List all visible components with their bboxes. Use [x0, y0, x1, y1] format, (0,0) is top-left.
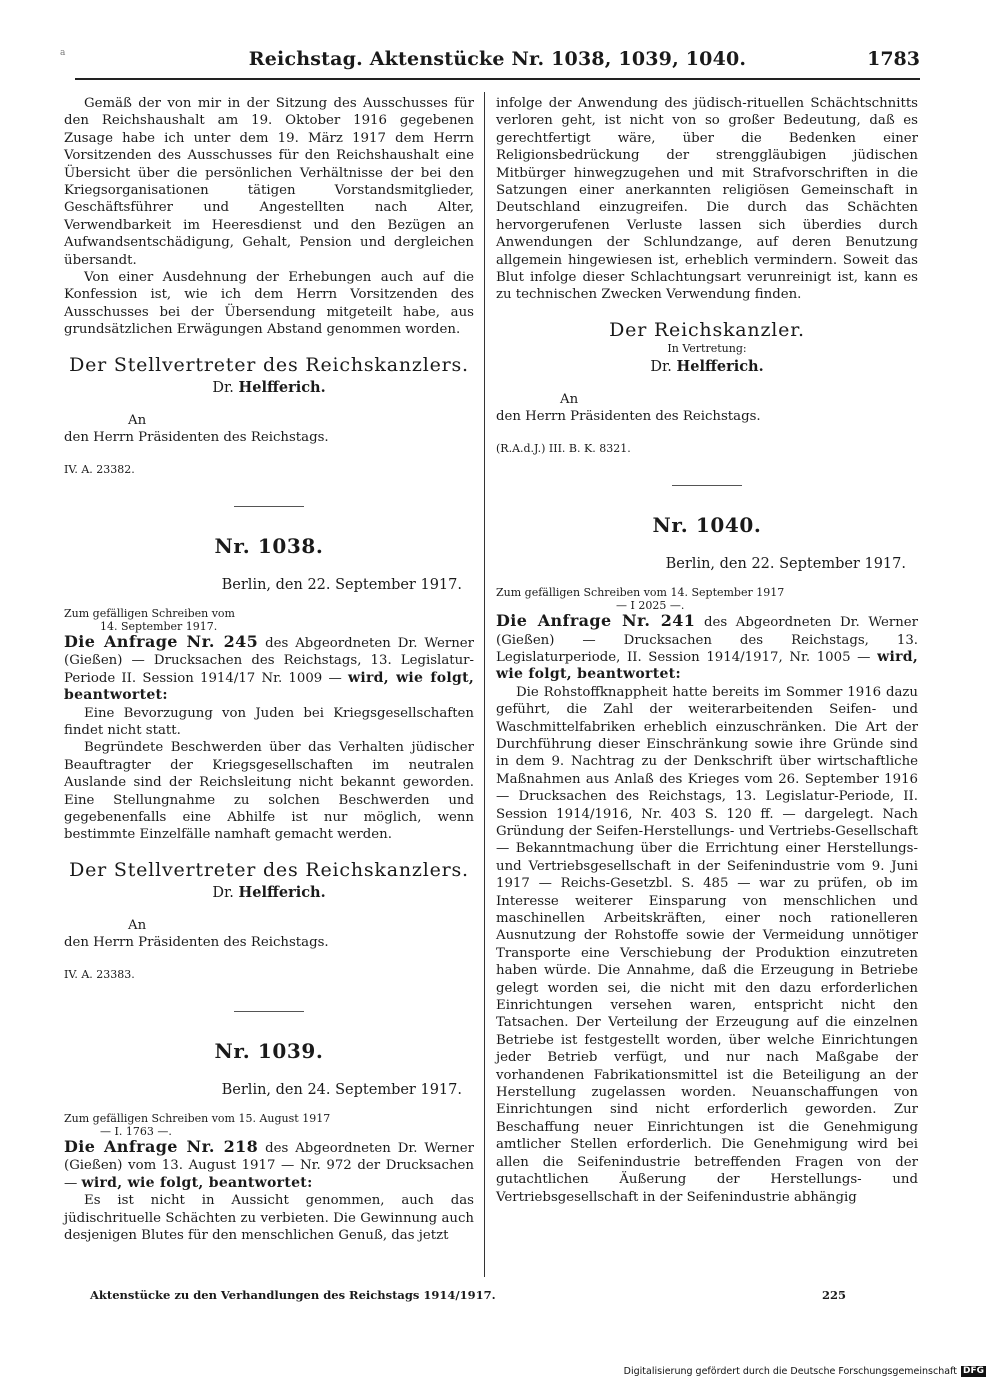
reference-note: Zum gefälligen Schreiben vom 14. September 1917. [64, 606, 235, 633]
signature-title: Der Reichskanzler. [609, 318, 805, 341]
inquiry-heading: Die Anfrage Nr. 218 des Abgeordneten Dr. Werner (Gießen) vom 13. August 1917 — Nr. 972 der Drucksachen — wird, wie folgt, beantwortet: [64, 1137, 474, 1191]
section-separator [672, 485, 742, 486]
inquiry-heading: Die Anfrage Nr. 241 des Abgeordneten Dr. Werner (Gießen) — Drucksachen des Reichstags, 13. Legislaturperiode, II. Session 1914/1917, Nr. 1005 — wird, wie folgt, beantwortet: [496, 611, 919, 683]
address-line: den Herrn Präsidenten des Reichstags. [64, 935, 329, 951]
signature-subtitle: In Vertretung: [667, 341, 747, 355]
address-line: den Herrn Präsidenten des Reichstags. [64, 430, 329, 446]
reference-note: Zum gefälligen Schreiben vom 14. September 1917 — I 2025 —. [496, 586, 785, 613]
left-column [64, 95, 474, 1244]
dateline: Berlin, den 22. September 1917. [665, 556, 906, 573]
continued-paragraph: infolge der Anwendung des jüdisch-rituellen Schächtschnitts verloren geht, ist nicht von so großer Bedeutung, daß es gerechtfertigt wäre, über die Bedenken einer Religionsbedrückung der strenggläubigen jüdischen Mitbürger hinwegzugehen und mit Strafvorschriften in die Satzungen einer anerkannten religiösen Gemeinschaft in Deutschland einzugreifen. Die durch das Schächten hervorgerufenen Verluste lassen sich überdies durch Anwendungen der Schlundzange, auf deren Benutzung allgemein hingewiesen ist, erheblich vermindern. Soweit das Blut infolge dieser Schlachtungsart verunreinigt ist, kann es zu technischen Zwecken Verwendung finden. [496, 96, 918, 303]
signature-name: Dr. Helfferich. [650, 357, 764, 375]
dfg-logo: DFG [962, 1366, 984, 1376]
footer-publication: Aktenstücke zu den Verhandlungen des Reichstags 1914/1917. [90, 1288, 496, 1302]
digitization-text: Digitalisierung gefördert durch die Deutsche Forschungsgemeinschaft [623, 1366, 957, 1377]
page-header [75, 44, 920, 80]
digitization-credit [624, 1366, 986, 1377]
reference-number: IV. A. 23382. [64, 462, 135, 476]
document-number: Nr. 1038. [214, 533, 324, 558]
document-number: Nr. 1040. [652, 513, 762, 538]
dateline: Berlin, den 22. September 1917. [221, 576, 462, 593]
sheet-number: 225 [822, 1288, 847, 1302]
inquiry-heading: Die Anfrage Nr. 245 des Abgeordneten Dr. Werner (Gießen) — Drucksachen des Reichstags, 13. Legislatur-Periode II. Session 1914/17 Nr. 1009 — wird, wie folgt, beantwortet: [64, 631, 475, 704]
body-paragraph: Es ist nicht in Aussicht genommen, auch das jüdischrituelle Schächten zu verbieten. Die Gewinnung auch desjenigen Blutes für den menschlichen Genuß, das jetzt [64, 1193, 474, 1244]
reference-note: Zum gefälligen Schreiben vom 15. August 1917 — I. 1763 —. [64, 1112, 331, 1138]
right-column [496, 95, 918, 1206]
section-separator [234, 506, 304, 507]
address-line: An [128, 917, 147, 933]
body-paragraph: Die Rohstoffknappheit hatte bereits im Sommer 1916 dazu geführt, die Zahl der weiterarbeitenden Seifen- und Waschmittelfabriken erheblich einzuschränken. Die Art der Durchführung dieser Einschränkung sowie ihre Gründe sind in dem 9. Nachtrag zu der Denkschrift über wirtschaftliche Maßnahmen aus Anlaß des Krieges vom 26. September 1916 — Drucksachen des Reichstags, 13. Legislatur-Periode, II. Session 1914/1916, Nr. 403 S. 120 ff. — dargelegt. Nach Gründung der Seifen-Herstellungs- und Vertriebs-Gesellschaft — Bekanntmachung über die Errichtung einer Herstellungs- und Vertriebsgesellschaft in der Seifenindustrie vom 9. Juni 1917 — Reichs-Gesetzbl. S. 485 — war zu prüfen, ob im Interesse weiterer Einsparung von menschlichen und maschinellen Arbeitskräften, einer noch rationelleren Ausnutzung der Rohstoffe sowie der Vermeidung unnötiger Transporte eine Verschiebung der Produktion einzutreten haben würde. Die Annahme, daß die Erzeugung in Betriebe gelegt worden sei, die nicht mit den dazu erforderlichen Einrichtungen versehen waren, entspricht nicht den Tatsachen. Der Verteilung der Erzeugung auf die einzelnen Betriebe ist festgestellt worden, über welche Einrichtungen jeder Betrieb verfügt, und nur nach Maßgabe der vorhandenen Fabrikationsmittel ist die Beteiligung an der Herstellung zugelassen worden. Neuanschaffungen von Einrichtungen sind nicht erforderlich geworden. Zur Beschaffung neuer Einrichtungen ist die Genehmigung amtlicher Stellen erforderlich. Die Genehmigung wird bei allen die Seifenindustrie betreffenden Fragen von der gutachtlichen Äußerung der Herstellungs- und Vertriebsgesellschaft in der Seifenindustrie abhängig [496, 684, 918, 1205]
dateline: Berlin, den 24. September 1917. [221, 1082, 462, 1098]
page-number: 1783 [867, 48, 920, 70]
header-title: Reichstag. Aktenstücke Nr. 1038, 1039, 1040. [248, 48, 747, 70]
continued-paragraph: Gemäß der von mir in der Sitzung des Ausschusses für den Reichshaushalt am 19. Oktober 1916 gegebenen Zusage habe ich unter dem 19. März 1917 dem Herrn Vorsitzenden des Ausschusses für den Reichshaushalt eine Übersicht über die persönlichen Verhältnisse der bei den Kriegsorganisationen tätigen Vorstandsmitglieder, Geschäftsführer und Angestellten nach Alter, Verwendbarkeit im Heeresdienst und den Bezügen an Aufwandsentschädigung, Gehalt, Pension und dergleichen übersandt. [64, 96, 474, 268]
reference-number: (R.A.d.J.) III. B. K. 8321. [496, 441, 631, 455]
reference-number: IV. A. 23383. [64, 967, 135, 981]
address-line: An [560, 391, 579, 407]
body-paragraph: Begründete Beschwerden über das Verhalten jüdischer Beauftragter der Kriegsgesellschaften im neutralen Auslande sind der Reichsleitung nicht bekannt geworden. Eine Stellungnahme zu solchen Beschwerden und gegebenenfalls eine Abhilfe ist nur möglich, wenn bestimmte Einzelfälle namhaft gemacht werden. [64, 740, 474, 843]
signature-name: Dr. Helfferich. [212, 883, 326, 901]
section-separator [234, 1011, 304, 1012]
body-paragraph: Eine Bevorzugung von Juden bei Kriegsgesellschaften findet nicht statt. [64, 705, 474, 738]
address-line: den Herrn Präsidenten des Reichstags. [496, 409, 761, 425]
signature-title: Der Stellvertreter des Reichskanzlers. [69, 353, 469, 376]
column-divider [484, 92, 485, 1277]
signature-name: Dr. Helfferich. [212, 378, 326, 396]
address-line: An [128, 412, 147, 428]
continued-paragraph: Von einer Ausdehnung der Erhebungen auch auf die Konfession ist, wie ich dem Herrn Vorsitzenden des Ausschusses bei der Übersendung mitgeteilt habe, aus grundsätzlichen Erwägungen Abstand genommen worden. [64, 270, 474, 338]
corner-mark: a [60, 48, 66, 58]
signature-title: Der Stellvertreter des Reichskanzlers. [69, 858, 469, 881]
document-number: Nr. 1039. [214, 1039, 324, 1063]
